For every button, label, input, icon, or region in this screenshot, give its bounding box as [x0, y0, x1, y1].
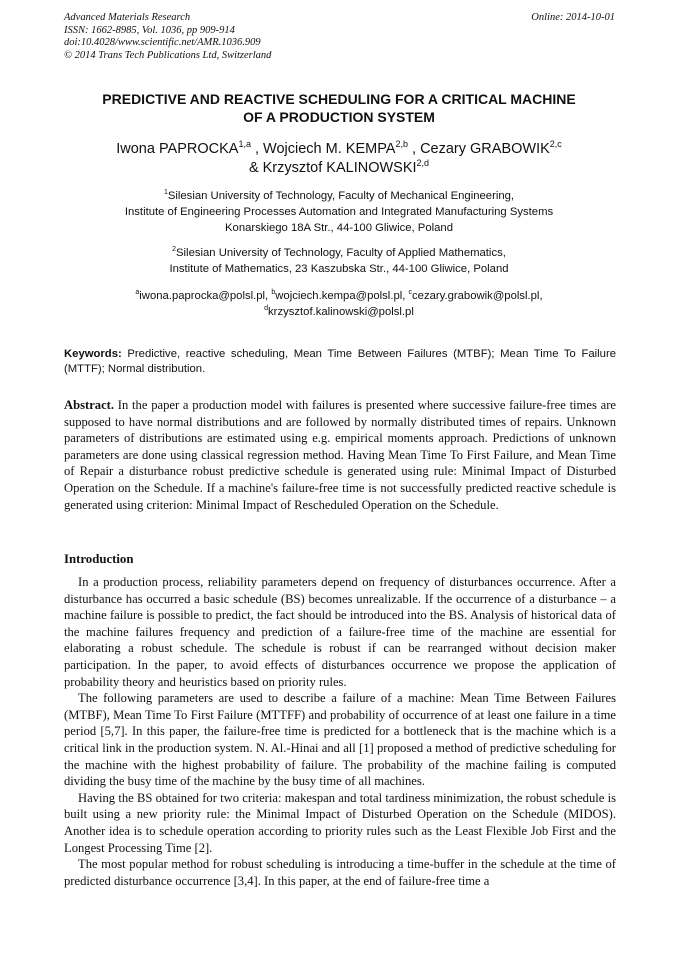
introduction-heading: Introduction: [64, 552, 134, 566]
affiliation-1: [40, 188, 638, 236]
abstract-text: In the paper a production model with failures is presented where successive failure-free times are supposed to have normal distributions and are followed by normally distributed times of repairs. Unknown parameters of distributions are estimated using e.g. empirical moments approach. Predictions of unknown parameters are done using classical regression method. Having Mean Time To First Failure, and Mean Time of Repair a disturbance robust predictive schedule is generated using rule: Minimal Impact of Disturbed Operation on the Schedule. If a machine's failure-free time is not successfully predicted reactive schedule is generated using criterion: Minimal Impact of Rescheduled Operation on the Schedule.: [64, 398, 616, 512]
author-emails: [40, 288, 638, 320]
introduction-body: [64, 574, 616, 889]
authors-line-2: [40, 159, 638, 178]
abstract-block: [64, 397, 616, 513]
affiliation-2-marker: 2: [172, 246, 177, 254]
email-a-marker: a: [135, 289, 140, 297]
author-3-affil: 2,c: [549, 139, 562, 150]
author-ampersand: &: [248, 160, 263, 176]
author-4-name: Krzysztof KALINOWSKI: [262, 160, 417, 176]
affiliation-1-line-1: Silesian University of Technology, Faculty of Mechanical Engineering,: [167, 190, 515, 202]
journal-header: [64, 12, 271, 62]
author-list: [40, 140, 638, 178]
journal-issn: ISSN: 1662-8985, Vol. 1036, pp 909-914: [64, 24, 235, 36]
paragraph: Having the BS obtained for two criteria: makespan and total tardiness minimization, the robust schedule is built using a new priority rule: the Minimal Impact of Disturbed Operation on the Schedule (MIDOS). Another idea is to schedule operation according to priority rules such as the Least Flexible Job First and the Longest Processing Time [2].: [64, 790, 616, 855]
affiliation-1-line-2: Institute of Engineering Processes Automation and Integrated Manufacturing Systems: [124, 206, 554, 218]
email-b-link[interactable]: wojciech.kempa@polsl.pl,: [275, 290, 409, 302]
author-1-name: Iwona PAPROCKA: [116, 141, 239, 157]
affiliation-2-line-2: Institute of Mathematics, 23 Kaszubska Str., 44-100 Gliwice, Poland: [169, 263, 509, 275]
paragraph: The following parameters are used to describe a failure of a machine: Mean Time Between Failures (MTBF), Mean Time To First Failure (MTTFF) and probability of occurrence of at least one failure in a time period [5,7]. In this paper, the failure-free time is predicted for a bottleneck that is the machine which is a critical link in the production system. N. Al.-Hinai and all [1] proposed a method of predictive scheduling for the machine with the highest probability of failure. The probability of the machine failing is computed dividing the busy time of the machine by the busy time of all machines.: [64, 691, 616, 789]
abstract-label: Abstract.: [64, 398, 115, 412]
email-c-marker: c: [408, 289, 413, 297]
journal-doi[interactable]: doi:10.4028/www.scientific.net/AMR.1036.909: [64, 37, 261, 48]
paper-title: [50, 90, 628, 126]
author-separator: ,: [250, 141, 264, 157]
authors-line-1: [40, 140, 638, 159]
journal-name: Advanced Materials Research: [64, 12, 191, 23]
email-a-link[interactable]: iwona.paprocka@polsl.pl,: [139, 290, 272, 302]
author-4-affil: 2,d: [416, 158, 430, 169]
author-1-affil: 1,a: [238, 139, 251, 150]
affiliation-1-marker: 1: [163, 189, 168, 197]
title-line-2: OF A PRODUCTION SYSTEM: [243, 109, 435, 125]
keywords-label: Keywords:: [64, 348, 122, 360]
paragraph: The most popular method for robust scheduling is introducing a time-buffer in the schedule at the time of predicted disturbance occurrence [3,4]. In this paper, at the end of failure-free time a: [64, 857, 616, 888]
affiliation-2: [40, 245, 638, 277]
title-line-1: PREDICTIVE AND REACTIVE SCHEDULING FOR A CRITICAL MACHINE: [102, 91, 576, 107]
paragraph: In a production process, reliability parameters depend on frequency of disturbances occurrence. After a disturbance has occurred a basic schedule (BS) becomes unrealizable. If the occurrence of a disturbance – a machine failure is possible to predict, the fact should be introduced into the BS. Analysis of historical data of the machine failures frequency and prediction of a failure-free time of the machine are essential for elaborating a robust schedule. The schedule is robust if can be rearranged without decision maker participation. In the paper, to avoid effects of disturbances occurrence we propose the application of probability theory and heuristics based on priority rules.: [64, 575, 616, 689]
online-date: Online: 2014-10-01: [531, 12, 615, 23]
email-b-marker: b: [271, 289, 276, 297]
email-c-link[interactable]: cezary.grabowik@polsl.pl,: [412, 290, 543, 302]
affiliation-2-line-1: Silesian University of Technology, Faculty of Applied Mathematics,: [176, 247, 506, 259]
keywords-block: [64, 347, 616, 377]
author-separator: ,: [407, 141, 421, 157]
affiliation-1-line-3: Konarskiego 18A Str., 44-100 Gliwice, Poland: [225, 222, 453, 234]
email-d-marker: d: [264, 305, 269, 313]
author-3-name: Cezary GRABOWIK: [420, 141, 550, 157]
author-2-name: Wojciech M. KEMPA: [263, 141, 396, 157]
email-d-link[interactable]: krzysztof.kalinowski@polsl.pl: [268, 306, 414, 318]
author-2-affil: 2,b: [395, 139, 408, 150]
keywords-text: Predictive, reactive scheduling, Mean Time Between Failures (MTBF); Mean Time To Failure (MTTF); Normal distribution.: [64, 348, 616, 375]
journal-copyright: © 2014 Trans Tech Publications Ltd, Switzerland: [64, 49, 272, 61]
